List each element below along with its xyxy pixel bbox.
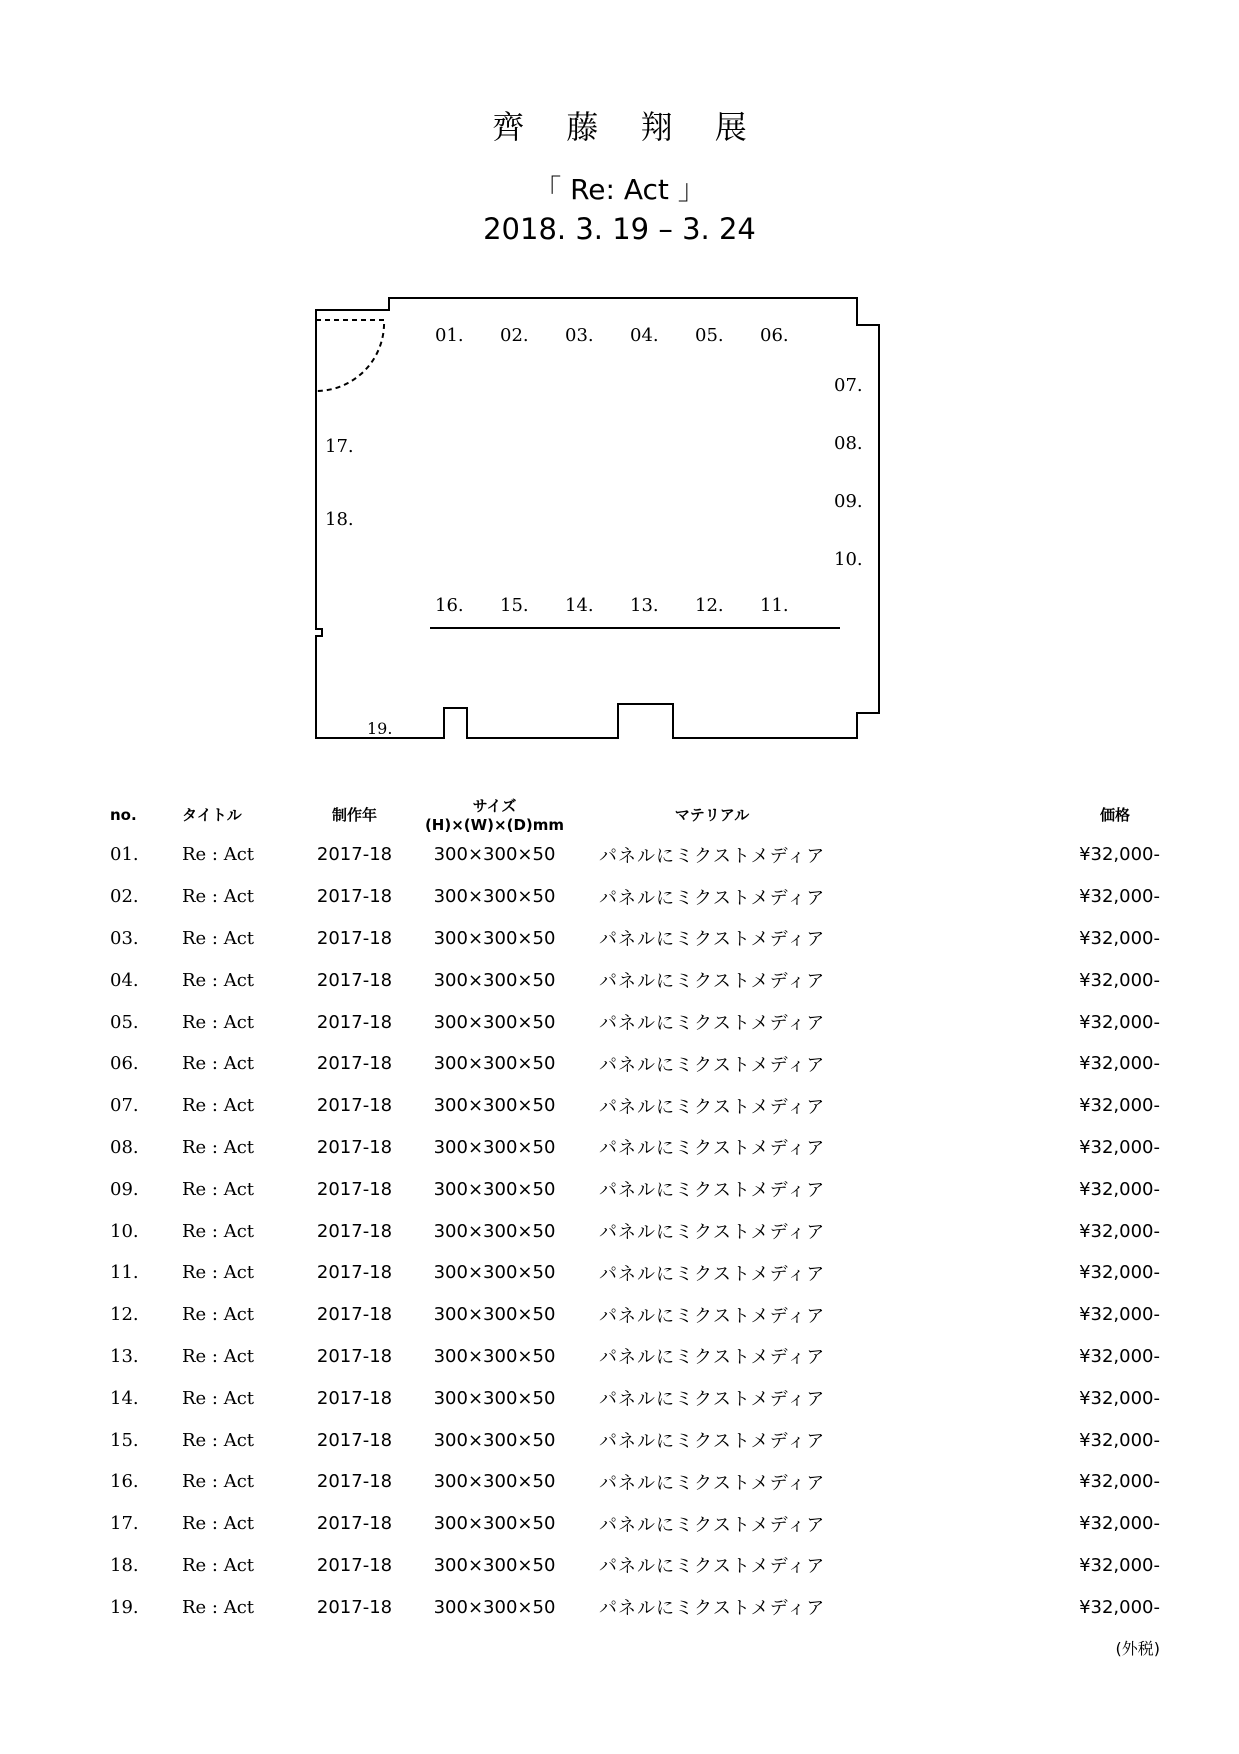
cell-year: 2017-18: [316, 1220, 393, 1242]
table-row: [110, 1001, 1160, 1043]
cell-no: 04.: [110, 969, 139, 991]
cell-price: ¥32,000-: [1079, 969, 1160, 991]
cell-size: 300×300×50: [433, 1304, 556, 1326]
cell-size: 300×300×50: [433, 1220, 556, 1242]
table-row: [110, 1586, 1160, 1628]
cell-no: 07.: [110, 1095, 139, 1117]
cell-size: 300×300×50: [433, 1178, 556, 1200]
cell-size: 300×300×50: [433, 1554, 556, 1576]
cell-material: パネルにミクストメディア: [599, 1514, 826, 1536]
cell-material: パネルにミクストメディア: [599, 1013, 826, 1035]
plan-label-18: 18.: [325, 509, 354, 530]
cell-no: 12.: [110, 1304, 139, 1326]
cell-material: パネルにミクストメディア: [599, 929, 826, 951]
table-row: [110, 1252, 1160, 1294]
cell-no: 01.: [110, 844, 139, 866]
cell-year: 2017-18: [316, 1304, 393, 1326]
cell-price: ¥32,000-: [1079, 1053, 1160, 1075]
cell-size: 300×300×50: [433, 886, 556, 908]
cell-year: 2017-18: [316, 844, 393, 866]
cell-size: 300×300×50: [433, 969, 556, 991]
table-row: [110, 1336, 1160, 1378]
table-row: [110, 1168, 1160, 1210]
works-table: [110, 795, 1160, 1628]
cell-size: 300×300×50: [433, 1387, 556, 1409]
header-material: マテリアル: [674, 806, 750, 824]
cell-price: ¥32,000-: [1079, 1304, 1160, 1326]
cell-size: 300×300×50: [433, 1262, 556, 1284]
cell-title: Re : Act: [182, 969, 255, 991]
cell-title: Re : Act: [182, 1136, 255, 1158]
cell-year: 2017-18: [316, 1554, 393, 1576]
cell-size: 300×300×50: [433, 1596, 556, 1618]
cell-no: 11.: [110, 1262, 139, 1284]
cell-price: ¥32,000-: [1079, 1471, 1160, 1493]
cell-no: 05.: [110, 1011, 139, 1033]
plan-label-15: 15.: [500, 595, 529, 616]
cell-title: Re : Act: [182, 1011, 255, 1033]
plan-label-08: 08.: [834, 433, 863, 454]
cell-no: 19.: [110, 1596, 139, 1618]
cell-size: 300×300×50: [433, 1345, 556, 1367]
cell-price: ¥32,000-: [1079, 1011, 1160, 1033]
plan-label-11: 11.: [760, 595, 789, 616]
header-year: 制作年: [331, 806, 377, 824]
cell-title: Re : Act: [182, 1429, 255, 1451]
cell-title: Re : Act: [182, 927, 255, 949]
cell-price: ¥32,000-: [1079, 1136, 1160, 1158]
door-swing: [316, 320, 384, 391]
table-row: [110, 918, 1160, 960]
cell-no: 14.: [110, 1387, 139, 1409]
cell-material: パネルにミクストメディア: [599, 1222, 826, 1244]
cell-material: パネルにミクストメディア: [599, 1598, 826, 1620]
cell-size: 300×300×50: [433, 1513, 556, 1535]
cell-title: Re : Act: [182, 1095, 255, 1117]
cell-no: 02.: [110, 886, 139, 908]
cell-material: パネルにミクストメディア: [599, 1096, 826, 1118]
cell-price: ¥32,000-: [1079, 1095, 1160, 1117]
cell-title: Re : Act: [182, 886, 255, 908]
cell-material: パネルにミクストメディア: [599, 887, 826, 909]
cell-no: 13.: [110, 1345, 139, 1367]
cell-year: 2017-18: [316, 1345, 393, 1367]
table-row: [110, 1127, 1160, 1169]
header-size: サイズ (H)×(W)×(D)mm: [424, 797, 565, 834]
cell-material: パネルにミクストメディア: [599, 1347, 826, 1369]
plan-label-19: 19.: [367, 719, 393, 738]
cell-year: 2017-18: [316, 969, 393, 991]
cell-material: パネルにミクストメディア: [599, 1180, 826, 1202]
table-row: [110, 1503, 1160, 1545]
exhibition-dates: 2018. 3. 19 – 3. 24: [483, 212, 756, 246]
cell-no: 03.: [110, 927, 139, 949]
cell-size: 300×300×50: [433, 1095, 556, 1117]
cell-no: 06.: [110, 1053, 139, 1075]
table-row: [110, 876, 1160, 918]
cell-size: 300×300×50: [433, 1053, 556, 1075]
cell-material: パネルにミクストメディア: [599, 1431, 826, 1453]
cell-title: Re : Act: [182, 1345, 255, 1367]
cell-no: 18.: [110, 1554, 139, 1576]
cell-year: 2017-18: [316, 1136, 393, 1158]
cell-title: Re : Act: [182, 1220, 255, 1242]
cell-size: 300×300×50: [433, 927, 556, 949]
plan-label-14: 14.: [565, 595, 594, 616]
exhibition-title: 齊 藤 翔 展: [492, 108, 763, 146]
plan-label-05: 05.: [695, 325, 724, 346]
cell-year: 2017-18: [316, 1095, 393, 1117]
cell-price: ¥32,000-: [1079, 1596, 1160, 1618]
plan-label-17: 17.: [325, 436, 354, 457]
cell-no: 17.: [110, 1513, 139, 1535]
table-row: [110, 834, 1160, 876]
cell-size: 300×300×50: [433, 1136, 556, 1158]
plan-label-04: 04.: [630, 325, 659, 346]
cell-year: 2017-18: [316, 1429, 393, 1451]
cell-material: パネルにミクストメディア: [599, 1305, 826, 1327]
table-row: [110, 959, 1160, 1001]
cell-material: パネルにミクストメディア: [599, 1263, 826, 1285]
table-row: [110, 1085, 1160, 1127]
cell-year: 2017-18: [316, 886, 393, 908]
cell-material: パネルにミクストメディア: [599, 1556, 826, 1578]
cell-material: パネルにミクストメディア: [599, 845, 826, 867]
cell-price: ¥32,000-: [1079, 1345, 1160, 1367]
cell-title: Re : Act: [182, 1053, 255, 1075]
plan-label-03: 03.: [565, 325, 594, 346]
cell-title: Re : Act: [182, 1262, 255, 1284]
cell-no: 10.: [110, 1220, 139, 1242]
cell-size: 300×300×50: [433, 1471, 556, 1493]
cell-price: ¥32,000-: [1079, 1513, 1160, 1535]
plan-label-13: 13.: [630, 595, 659, 616]
cell-size: 300×300×50: [433, 844, 556, 866]
cell-year: 2017-18: [316, 1513, 393, 1535]
cell-price: ¥32,000-: [1079, 1387, 1160, 1409]
header-price: 価格: [1099, 806, 1130, 824]
cell-title: Re : Act: [182, 1554, 255, 1576]
cell-title: Re : Act: [182, 1596, 255, 1618]
cell-price: ¥32,000-: [1079, 886, 1160, 908]
cell-year: 2017-18: [316, 1471, 393, 1493]
table-row: [110, 1419, 1160, 1461]
cell-material: パネルにミクストメディア: [599, 1472, 826, 1494]
cell-year: 2017-18: [316, 1387, 393, 1409]
plan-label-02: 02.: [500, 325, 529, 346]
cell-year: 2017-18: [316, 1178, 393, 1200]
cell-size: 300×300×50: [433, 1011, 556, 1033]
header-title: タイトル: [182, 806, 242, 824]
cell-price: ¥32,000-: [1079, 844, 1160, 866]
cell-title: Re : Act: [182, 1471, 255, 1493]
plan-label-07: 07.: [834, 375, 863, 396]
table-header-row: [110, 795, 1160, 834]
cell-title: Re : Act: [182, 844, 255, 866]
plan-label-16: 16.: [435, 595, 464, 616]
plan-label-09: 09.: [834, 491, 863, 512]
cell-year: 2017-18: [316, 1053, 393, 1075]
cell-no: 16.: [110, 1471, 139, 1493]
cell-material: パネルにミクストメディア: [599, 1389, 826, 1411]
cell-title: Re : Act: [182, 1387, 255, 1409]
header-no: no.: [110, 805, 137, 824]
cell-price: ¥32,000-: [1079, 1429, 1160, 1451]
table-row: [110, 1294, 1160, 1336]
cell-no: 09.: [110, 1178, 139, 1200]
table-row: [110, 1545, 1160, 1587]
cell-title: Re : Act: [182, 1513, 255, 1535]
plan-label-06: 06.: [760, 325, 789, 346]
cell-price: ¥32,000-: [1079, 927, 1160, 949]
floor-plan-outline: [316, 298, 879, 738]
cell-price: ¥32,000-: [1079, 1262, 1160, 1284]
cell-price: ¥32,000-: [1079, 1220, 1160, 1242]
cell-size: 300×300×50: [433, 1429, 556, 1451]
table-row: [110, 1210, 1160, 1252]
cell-material: パネルにミクストメディア: [599, 1138, 826, 1160]
cell-price: ¥32,000-: [1079, 1178, 1160, 1200]
floor-plan: [0, 0, 1239, 760]
cell-material: パネルにミクストメディア: [599, 1054, 826, 1076]
table-row: [110, 1043, 1160, 1085]
cell-title: Re : Act: [182, 1178, 255, 1200]
cell-no: 08.: [110, 1136, 139, 1158]
cell-price: ¥32,000-: [1079, 1554, 1160, 1576]
cell-year: 2017-18: [316, 1262, 393, 1284]
cell-title: Re : Act: [182, 1304, 255, 1326]
cell-year: 2017-18: [316, 1596, 393, 1618]
cell-year: 2017-18: [316, 1011, 393, 1033]
tax-note: (外税): [1115, 1639, 1160, 1658]
table-row: [110, 1461, 1160, 1503]
plan-label-10: 10.: [834, 549, 863, 570]
plan-label-01: 01.: [435, 325, 464, 346]
plan-label-12: 12.: [695, 595, 724, 616]
table-row: [110, 1377, 1160, 1419]
cell-no: 15.: [110, 1429, 139, 1451]
cell-year: 2017-18: [316, 927, 393, 949]
exhibition-subtitle: 「 Re: Act 」: [533, 173, 706, 206]
cell-material: パネルにミクストメディア: [599, 971, 826, 993]
